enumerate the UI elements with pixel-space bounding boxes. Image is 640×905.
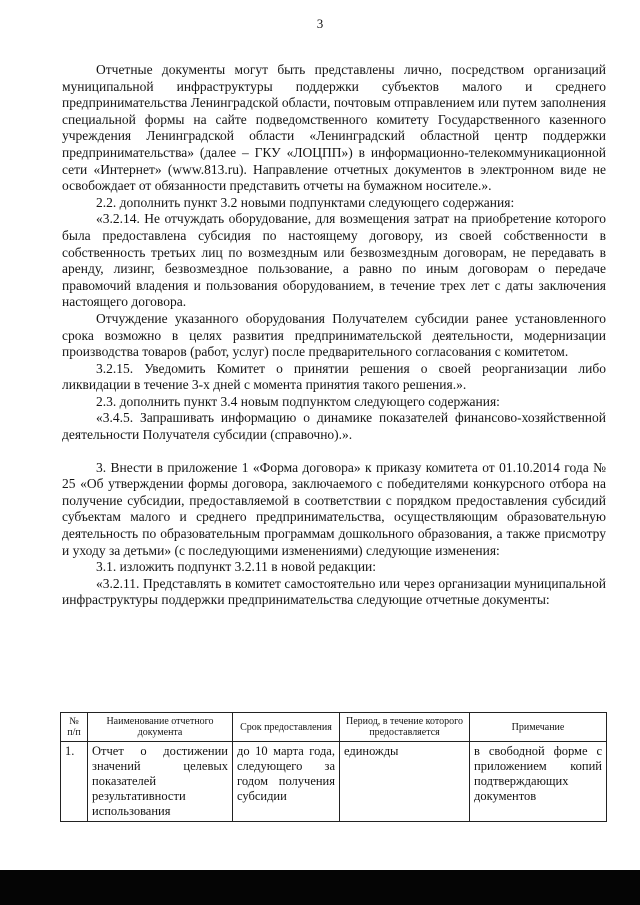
paragraph-item-2-2: 2.2. дополнить пункт 3.2 новыми подпунктами следующего содержания:: [96, 194, 515, 210]
reporting-documents-table: [60, 712, 607, 822]
paragraph-item-3-2-15: 3.2.15. Уведомить Комитет о принятии решения о своей реорганизации либо ликвидации в течение 3-х дней с момента принятия такого решения.».: [62, 360, 606, 393]
paragraph-reporting-methods: Отчетные документы могут быть представлены лично, посредством организаций муниципальной инфраструктуры поддержки субъектов малого и среднего предпринимательства Ленинградской области, почтовым отправлением или путем заполнения специальной формы на сайте подведомственного комитету Государственного казенного учреждения Ленинградской области «Ленинградский областной центр поддержки предпринимательства» (далее – ГКУ «ЛОЦПП») в информационно-телекоммуникационной сети «Интернет» (www.813.ru). Направление отчетных документов в электронном виде не освобождает от обязанности представить отчеты на бумажном носителе.».: [62, 62, 606, 194]
cell-document-name: Отчет о достижении значений целевых показателей результативности использования: [88, 742, 233, 822]
header-document-name: Наименование отчетного документа: [88, 713, 233, 742]
cell-note: в свободной форме с приложением копий подтверждающих документов: [470, 742, 607, 822]
paragraph-item-3-2-11: «3.2.11. Представлять в комитет самостоятельно или через организации муниципальной инфраструктуры поддержки предпринимательства следующие отчетные документы:: [62, 575, 606, 608]
header-number: № п/п: [61, 713, 88, 742]
paragraph-item-3-1: 3.1. изложить подпункт 3.2.11 в новой редакции:: [96, 559, 377, 575]
header-deadline: Срок предоставления: [233, 713, 340, 742]
paragraph-item-3-2-14: «3.2.14. Не отчуждать оборудование, для возмещения затрат на приобретение которого была предоставлена субсидия по настоящему договору, из своей собственности в собственность третьих лиц по возмездным или безвозмездным договорам, не передавать в аренду, лизинг, безвозмездное пользование, а равно по иным договорам о передаче правомочий владения и пользования оборудованием, в течение трех лет с даты заключения настоящего договора.: [62, 211, 606, 310]
page-number: 3: [316, 16, 324, 31]
cell-deadline: до 10 марта года, следующего за годом получения субсидии: [233, 742, 340, 822]
paragraph-item-3: 3. Внести в приложение 1 «Форма договора» к приказу комитета от 01.10.2014 года № 25 «Об утверждении формы договора, заключаемого с победителями конкурсного отбора на получение субсидии, предоставляемой в соответствии с порядком предоставления субсидий субъектам малого и среднего предпринимательства, осуществляющим образовательную деятельность по образовательным программам дошкольного образования, а также присмотру и уходу за детьми» (с последующими изменениями) следующие изменения:: [62, 459, 606, 558]
cell-period: единожды: [340, 742, 470, 822]
paragraph-gap: [62, 444, 606, 460]
table-header-row: [61, 713, 607, 742]
table-row: [61, 742, 607, 822]
paragraph-equipment-alienation: Отчуждение указанного оборудования Получателем субсидии ранее установленного срока возможно в целях развития предпринимательской деятельности, модернизации производства товаров (работ, услуг) после предварительного согласования с комитетом.: [62, 310, 606, 360]
paragraph-item-3-4-5: «3.4.5. Запрашивать информацию о динамике показателей финансово-хозяйственной деятельности Получателя субсидии (справочно).».: [62, 410, 606, 443]
cell-number: 1.: [61, 742, 88, 822]
document-body: [62, 62, 606, 609]
header-period: Период, в течение которого предоставляется: [340, 713, 470, 742]
header-note: Примечание: [470, 713, 607, 742]
paragraph-item-2-3: 2.3. дополнить пункт 3.4 новым подпунктом следующего содержания:: [96, 393, 500, 409]
scan-bottom-edge: [0, 870, 640, 905]
